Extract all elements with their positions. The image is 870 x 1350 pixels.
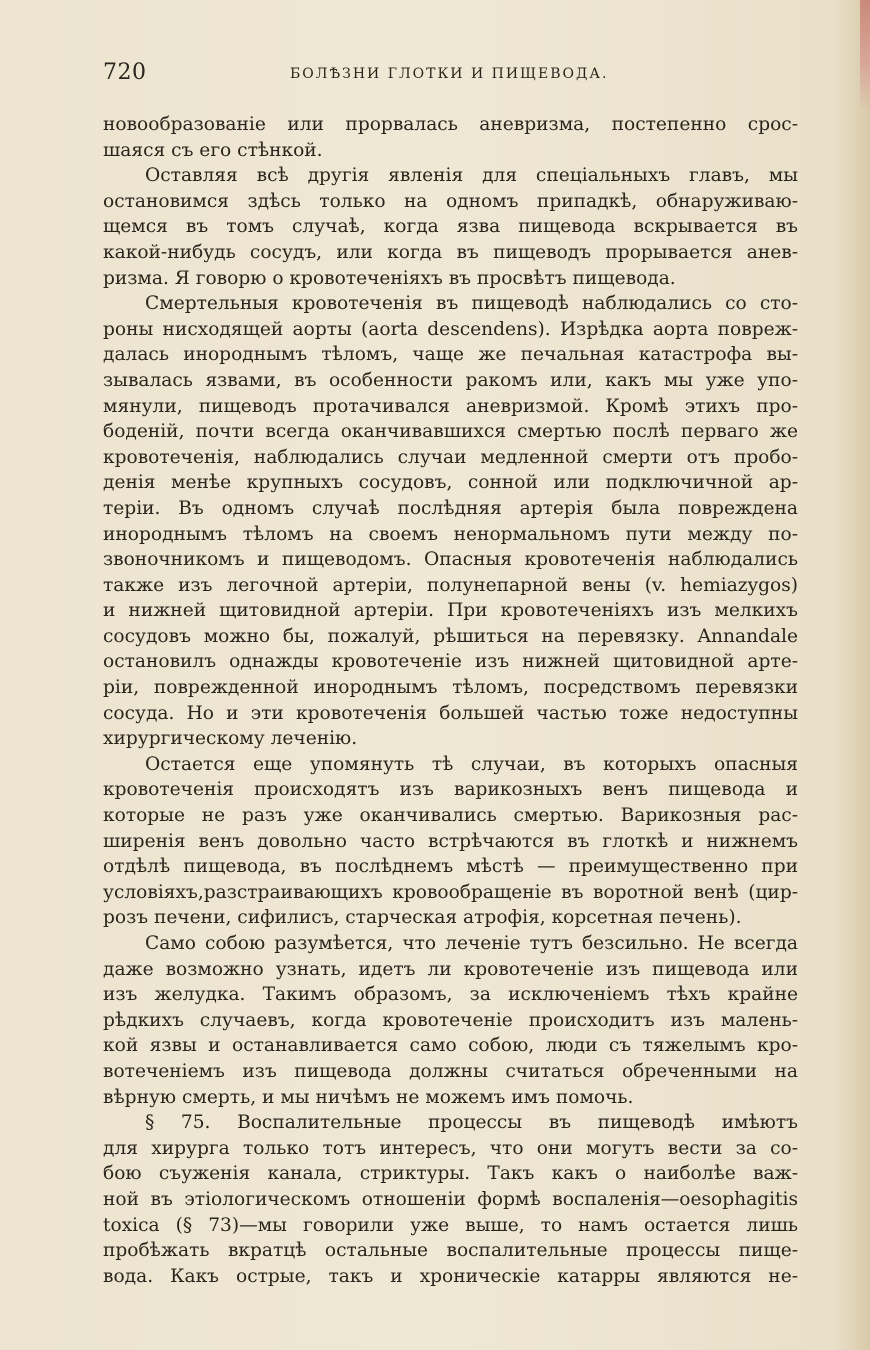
text-line: сосудовъ можно бы, пожалуй, рѣшиться на перевязку. Annandale	[103, 625, 798, 647]
text-line: Оставляя всѣ другія явленія для спеціальныхъ главъ, мы	[145, 165, 798, 187]
text-line: теріи. Въ одномъ случаѣ послѣдняя артерія была повреждена	[103, 497, 798, 519]
text-line: денія менѣе крупныхъ сосудовъ, сонной или подключичной ар-	[103, 472, 798, 494]
text-line: вотеченіемъ изъ пищевода должны считаться обреченными на	[103, 1060, 798, 1082]
text-line: кровотеченія, наблюдались случаи медленной смерти отъ пробо-	[103, 446, 798, 468]
body-text	[103, 112, 798, 1289]
text-line: Смертельныя кровотеченія въ пищеводѣ наблюдались со сто-	[145, 293, 798, 315]
text-line: далась инороднымъ тѣломъ, чаще же печальная катастрофа вы-	[103, 344, 798, 366]
running-title: БОЛѢЗНИ ГЛОТКИ И ПИЩЕВОДА.	[290, 66, 609, 82]
text-line: которые не разъ уже оканчивались смертью. Варикозныя рас-	[103, 805, 798, 827]
text-line: вѣрную смерть, и мы ничѣмъ не можемъ имъ помочь.	[103, 1086, 634, 1108]
text-line: изъ желудка. Такимъ образомъ, за исключеніемъ тѣхъ крайне	[103, 984, 798, 1006]
text-line: вода. Какъ острые, такъ и хроническіе катарры являются не-	[103, 1265, 798, 1287]
text-line: зывалась язвами, въ особенности ракомъ или, какъ мы уже упо-	[103, 369, 798, 391]
text-line: инороднымъ тѣломъ на своемъ ненормальномъ пути между по-	[103, 523, 798, 545]
text-line: ной въ этіологическомъ отношеніи формѣ воспаленія—oesophagitis	[103, 1188, 798, 1210]
page-header	[103, 60, 803, 90]
text-line: условіяхъ,разстраивающихъ кровообращеніе въ воротной венѣ (цир-	[103, 881, 798, 903]
text-line: звоночникомъ и пищеводомъ. Опасныя кровотеченія наблюдались	[103, 549, 798, 571]
text-line: бою съуженія канала, стриктуры. Такъ какъ о наиболѣе важ-	[103, 1163, 798, 1185]
text-line: роны нисходящей аорты (aorta descendens). Изрѣдка аорта повреж-	[103, 318, 798, 340]
text-line: шаяся съ его стѣнкой.	[103, 139, 323, 161]
text-line: даже возможно узнать, идетъ ли кровотеченіе изъ пищевода или	[103, 958, 798, 980]
text-line: ширенія венъ довольно часто встрѣчаются въ глоткѣ и нижнемъ	[103, 830, 798, 852]
page-edge-stain	[860, 0, 870, 110]
text-line: и нижней щитовидной артеріи. При кровотеченіяхъ изъ мелкихъ	[103, 600, 798, 622]
text-line: пробѣжать вкратцѣ остальные воспалительные процессы пище-	[103, 1240, 798, 1262]
text-line: мянули, пищеводъ протачивался аневризмой. Кромѣ этихъ про-	[103, 395, 798, 417]
text-line: кровотеченія происходятъ изъ варикозныхъ венъ пищевода и	[103, 779, 798, 801]
text-line: какой-нибудь сосудъ, или когда въ пищеводъ прорывается анев-	[103, 241, 798, 263]
text-line: § 75. Воспалительные процессы въ пищеводѣ имѣютъ	[145, 1112, 798, 1134]
text-line: отдѣлѣ пищевода, въ послѣднемъ мѣстѣ — преимущественно при	[103, 856, 798, 878]
text-line: хирургическому леченію.	[103, 728, 358, 750]
text-line: toxica (§ 73)—мы говорили уже выше, то намъ остается лишь	[103, 1214, 798, 1236]
text-line: остановилъ однажды кровотеченіе изъ нижней щитовидной арте-	[103, 651, 798, 673]
text-line: также изъ легочной артеріи, полунепарной вены (v. hemiazygos)	[103, 574, 798, 596]
page-number: 720	[103, 60, 147, 85]
text-line: ріи, поврежденной инороднымъ тѣломъ, посредствомъ перевязки	[103, 677, 798, 699]
text-line: сосуда. Но и эти кровотеченія большей частью тоже недоступны	[103, 702, 798, 724]
text-line: розъ печени, сифилисъ, старческая атрофія, корсетная печень).	[103, 907, 742, 929]
text-line: кой язвы и останавливается само собою, люди съ тяжелымъ кро-	[103, 1035, 798, 1057]
text-line: остановимся здѣсь только на одномъ припадкѣ, обнаруживаю-	[103, 190, 798, 212]
text-line: рѣдкихъ случаевъ, когда кровотеченіе происходитъ изъ малень-	[103, 1009, 798, 1031]
text-line: боденій, почти всегда оканчивавшихся смертью послѣ перваго же	[103, 421, 798, 443]
text-line: новообразованіе или прорвалась аневризма, постепенно срос-	[103, 114, 798, 135]
text-line: Остается еще упомянуть тѣ случаи, въ которыхъ опасныя	[145, 753, 798, 775]
text-line: щемся въ томъ случаѣ, когда язва пищевода вскрывается въ	[103, 216, 798, 238]
text-line: Само собою разумѣется, что леченіе тутъ безсильно. Не всегда	[145, 933, 798, 954]
text-line: для хирурга только тотъ интересъ, что они могутъ вести за со-	[103, 1137, 798, 1159]
text-line: ризма. Я говорю о кровотеченіяхъ въ просвѣтъ пищевода.	[103, 267, 676, 289]
